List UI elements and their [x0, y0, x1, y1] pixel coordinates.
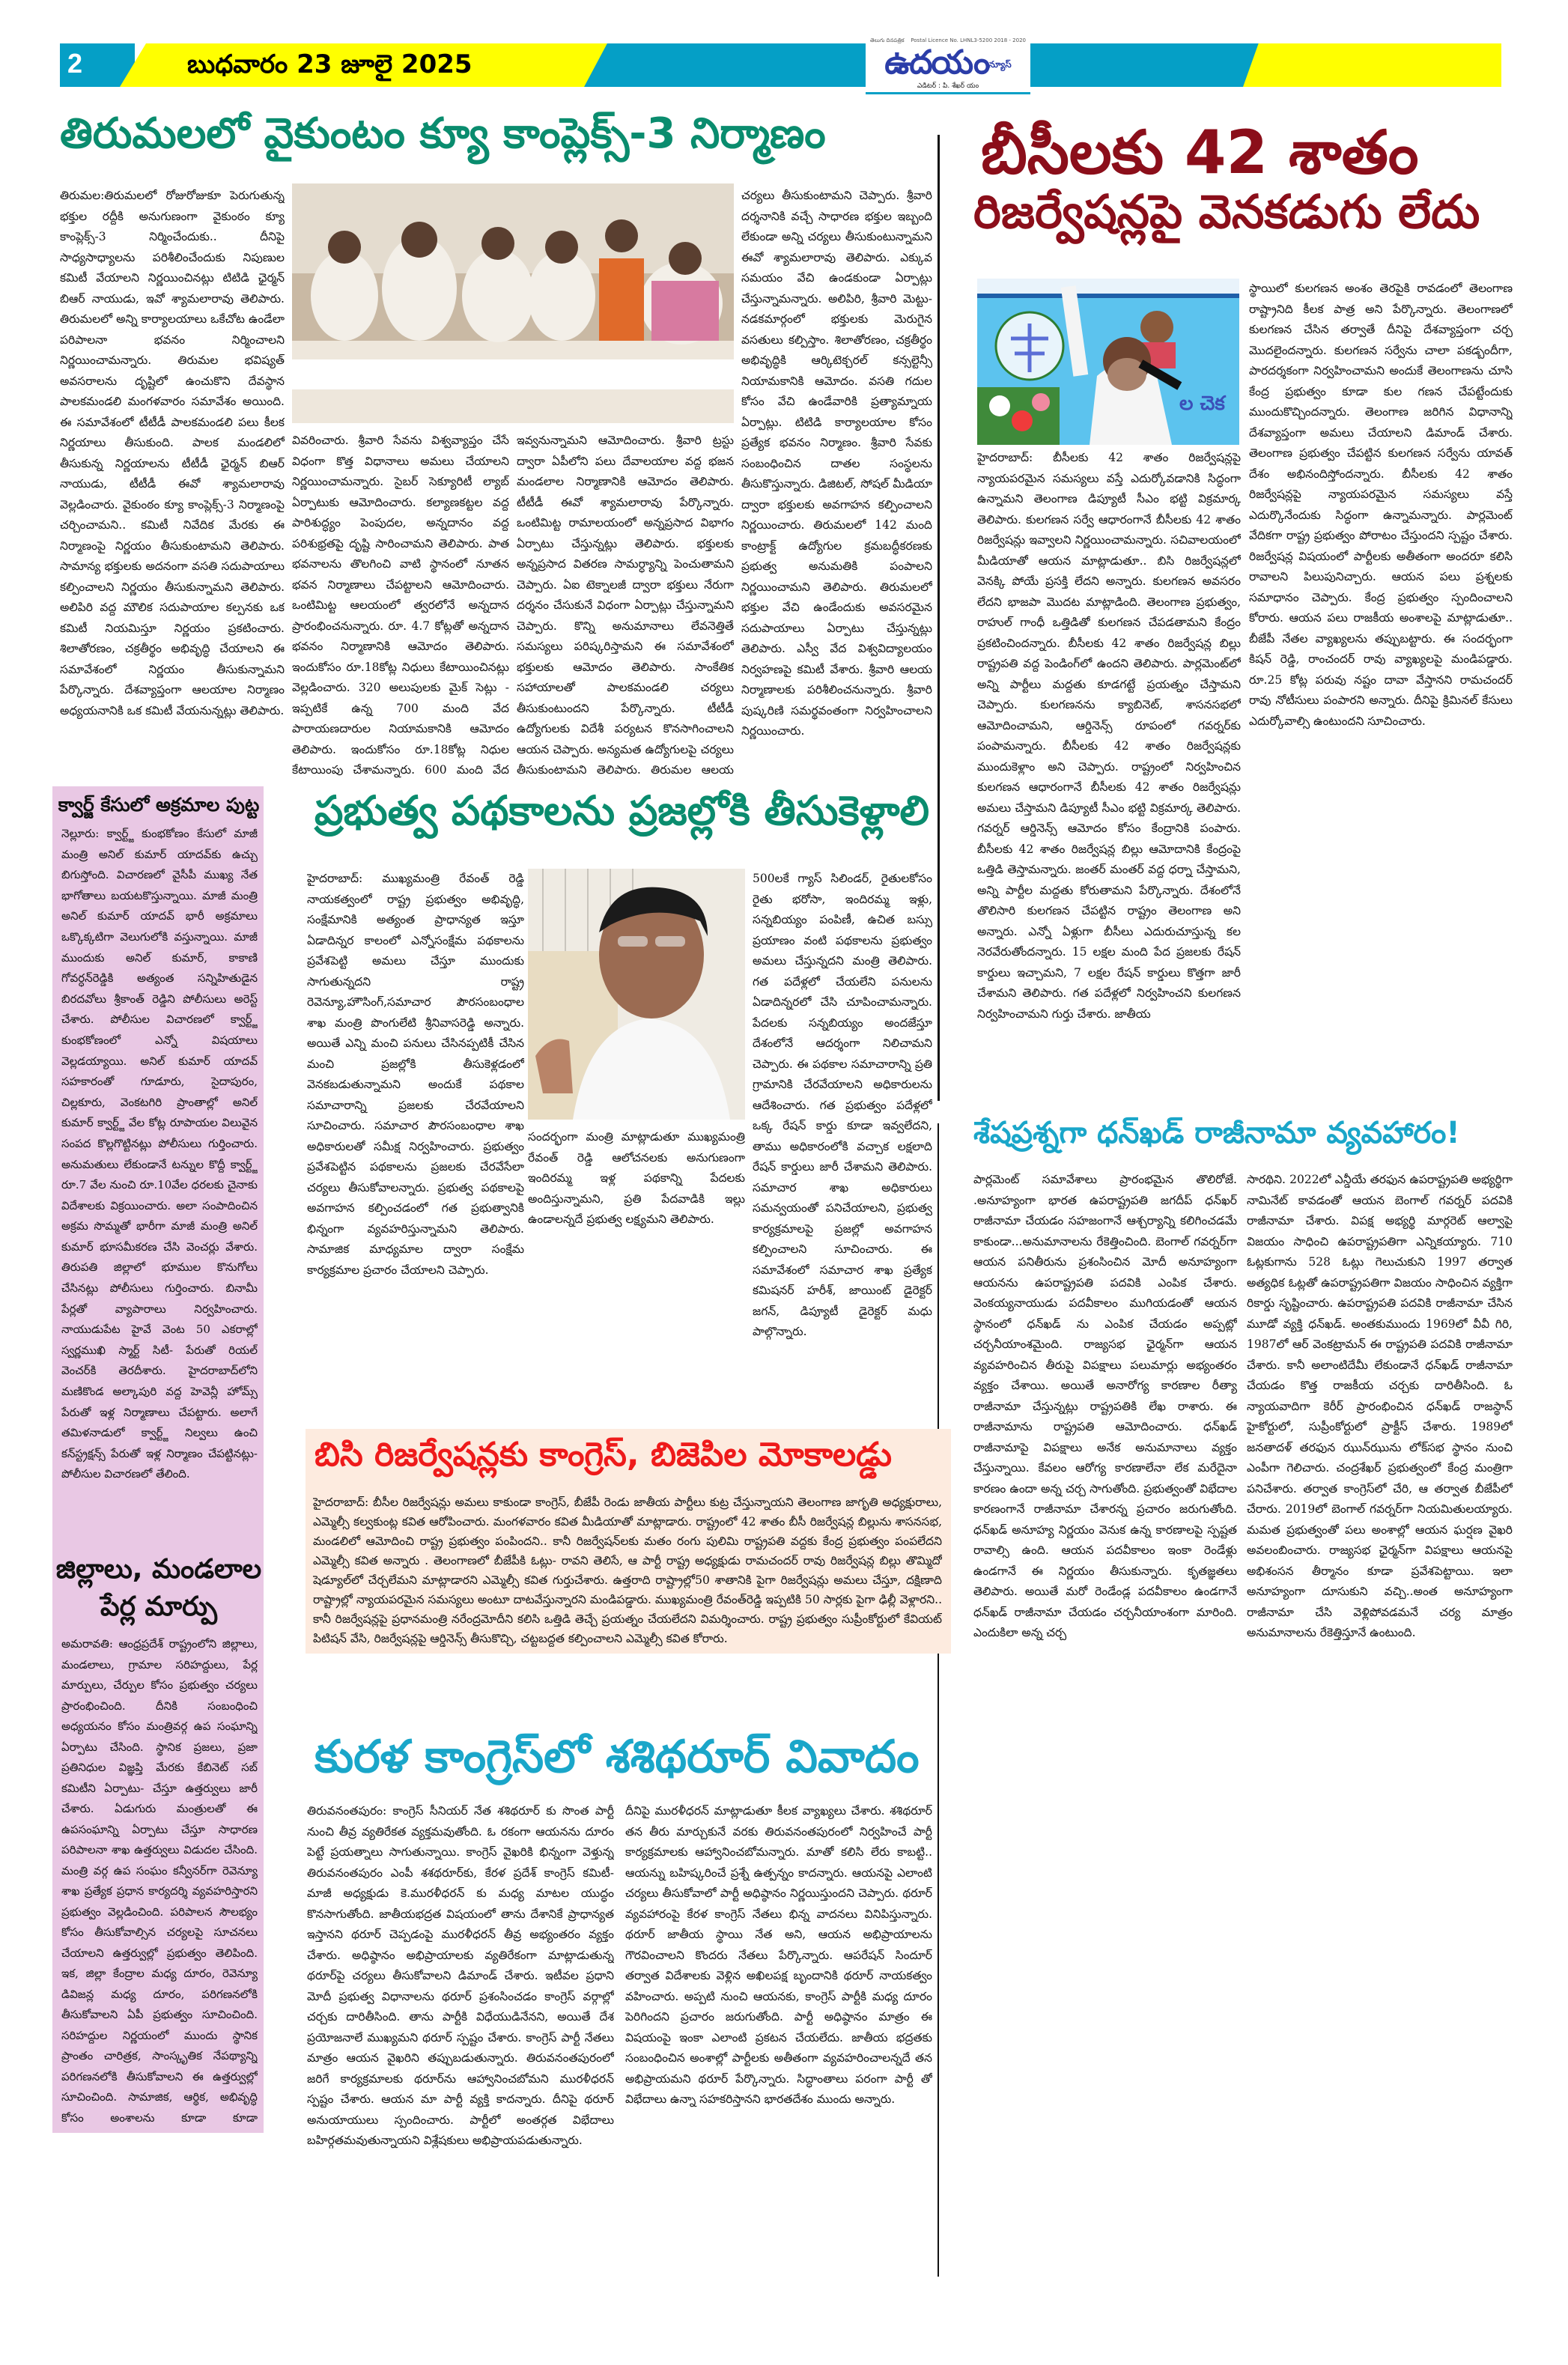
bc42-col-2	[1249, 279, 1513, 1069]
newspaper-logo	[866, 36, 1030, 94]
quartz-headline: క్వార్జ్ కేసులో అక్రమాల పుట్ట	[58, 794, 260, 816]
dhankhar-col-2	[1247, 1170, 1513, 2259]
article-text: తిరుమల:తిరుమలలో రోజురోజుకూ పెరుగుతున్న భక్తుల రద్దీకి అనుగుణంగా వైకుంఠం క్యూ కాంప్లెక్స్-3 నిర్మించేందుకు.. దీనిపై సాధ్యసాధ్యాలను పరిశీలించేందుకు నిపుణుల కమిటీ వేయాలని నిర్ణయించినట్లు టిటిడి ఛైర్మన్ బిఆర్ నాయుడు, ఇవో శ్యామలారావు తెలిపారు. తిరుమలలో అన్ని కార్యాలయాలు ఒకేచోట ఉండేలా పరిపాలనా భవనం నిర్మించాలని నిర్ణయించామన్నారు. తిరుమల భవిష్యత్ అవసరాలను దృష్టిలో ఉంచుకొని దేవస్థాన పాలకమండలి మంగళవారం సమావేశం అయింది. ఈ సమావేశంలో టీటీడీ పాలకమండలి పలు కీలక నిర్ణయాలు తీసుకుంది. పాలక మండలిలో తీసుకున్న నిర్ణయాలను టీటీడీ ఛైర్మన్ బిఆర్ నాయుడు, టీటీడీ ఈవో శ్యామలారావు వెల్లడించారు. వైకుంఠం క్యూ కాంప్లెక్స్-3 నిర్మాణంపై చర్చించామని.. కమిటీ నివేదిక మేరకు ఈ నిర్మాణంపై నిర్ణయం తీసుకుంటామని తెలిపారు. సామాన్య భక్తులకు అదనంగా వసతి సదుపాయాలు కల్పించాలని నిర్ణయం తీసుకున్నామని తెలిపారు. అలిపిరి వద్ద మౌలిక సదుపాయాల కల్పనకు ఒక కమిటీ నియమిస్తూ నిర్ణయం ప్రకటించారు. శిలాతోరణం, చక్రతీర్థం అభివృద్ధి చేయాలని ఈ సమావేశంలో నిర్ణయం తీసుకున్నామని పేర్కొన్నారు. దేశవ్యాప్తంగా ఆలయాల నిర్మాణం అధ్యయనానికి ఒక కమిటీ వేయనున్నట్లు తెలిపారు.	[60, 189, 285, 717]
minister-photo-image	[528, 869, 745, 1120]
article-text: సారథిని. 2022లో ఎన్డీయే తరఫున ఉపరాష్ట్రపతి అభ్యర్థిగా నామినేట్ కావడంతో ఆయన బెంగాల్ గవర్నర్ పదవికి రాజీనామా చేశారు. విపక్ష అభ్యర్థి మార్గరెట్ ఆల్వాపై విజయం సాధించి ఉపరాష్ట్రపతిగా ఎన్నికయ్యారు. 710 ఓట్లకుగాను 528 ఓట్లు గెలుచుకుని 1997 తర్వాత అత్యధిక ఓట్లతో ఉపరాష్ట్రపతిగా విజయం సాధించిన వ్యక్తిగా రికార్డు సృష్టించారు. ఉపరాష్ట్రపతి పదవికి రాజీనామా చేసిన మూడో వ్యక్తి ధన్‌ఖడ్. అంతకుముందు 1969లో వీవీ గిరి, 1987లో ఆర్ వెంకట్రామన్ ఈ రాష్ట్రపతి పదవికి రాజీనామా చేశారు. కానీ అలాంటిదేమీ లేకుండానే ధన్‌ఖడ్ రాజీనామా చేయడం కొత్త రాజకీయ చర్చకు దారితీసింది. ఓ న్యాయవాదిగా కెరీర్ ప్రారంభించిన ధన్‌ఖడ్ రాజస్థాన్ హైకోర్టులో, సుప్రీంకోర్టులో ప్రాక్టీస్ చేశారు. 1989లో జనతాదళ్ తరఫున ఝున్‌ఝును లోక్‌సభ స్థానం నుంచి ఎంపీగా గెలిచారు. చంద్రశేఖర్ ప్రభుత్వంలో కేంద్ర మంత్రిగా పనిచేశారు. తర్వాత కాంగ్రెస్‌లో చేరి, ఆ తర్వాత బీజేపీలో చేరారు. 2019లో బెంగాల్ గవర్నర్‌గా నియమితులయ్యారు. మమత ప్రభుత్వంతో పలు అంశాల్లో ఆయన ఘర్షణ వైఖరి అవలంబించారు. రాజ్యసభ ఛైర్మన్‌గా విపక్షాలు ఆయనపై అభిశంసన తీర్మానం కూడా ప్రవేశపెట్టాయి. ఇలా అనూహ్యంగా దూసుకుని వచ్చి..అంత అనూహ్యంగా రాజీనామా చేసి వెళ్లిపోవడమనే చర్య మాత్రం అనుమానాలను రేకెత్తిస్తూనే ఉంటుంది.	[1247, 1173, 1513, 1639]
tharoor-headline: కురళ కాంగ్రెస్‌లో శశిథరూర్ వివాదం	[314, 1731, 920, 1783]
masthead-band	[60, 43, 1501, 87]
article-text: తిరువనంతపురం: కాంగ్రెస్ సీనియర్ నేత శశిథరూర్ కు సొంత పార్టీ నుంచి తీవ్ర వ్యతిరేకత వ్యక్తమవుతోంది. ఓ రకంగా ఆయనను దూరం పెట్టే ప్రయత్నాలు సాగుతున్నాయి. కాంగ్రెస్ వైఖరికి భిన్నంగా వెళ్తున్న తిరువనంతపురం ఎంపీ శశథరూర్‌కు, కేరళ ప్రదేశ్ కాంగ్రెస్ కమిటీ- మాజీ అధ్యక్షుడు కె.మురళీధరన్ కు మధ్య మాటల యుద్ధం కొనసాగుతోంది. జాతీయభద్రత విషయంలో తాను దేశానికే ప్రాధాన్యత ఇస్తానని థరూర్ చెప్పడంపై మురళీధరన్ తీవ్ర అభ్యంతరం వ్యక్తం చేశారు. అధిష్ఠానం అభిప్రాయాలకు వ్యతిరేకంగా మాట్లాడుతున్న థరూర్‌పై చర్యలు తీసుకోవాలని డిమాండ్ చేశారు. ఇటీవల ప్రధాని మోదీ ప్రభుత్వ విధానాలను థరూర్ ప్రశంసించడం కాంగ్రెస్ వర్గాల్లో చర్చకు దారితీసింది. తాను పార్టీకి విధేయుడినేనని, అయితే దేశ ప్రయోజనాలే ముఖ్యమని థరూర్ స్పష్టం చేశారు. కాంగ్రెస్ పార్టీ నేతలు మాత్రం ఆయన వైఖరిని తప్పుబడుతున్నారు. తిరువనంతపురంలో జరిగే కార్యక్రమాలకు థరూర్‌ను ఆహ్వానించబోమని మురళీధరన్ స్పష్టం చేశారు. ఆయన మా పార్టీ వ్యక్తి కాదన్నారు. దీనిపై థరూర్ అనుయాయులు స్పందించారు. పార్టీలో అంతర్గత విభేదాలు బహిర్గతమవుతున్నాయని విశ్లేషకులు అభిప్రాయపడుతున్నారు.	[307, 1804, 614, 2147]
districts-headline-line2: పేర్ల మార్పు	[100, 1591, 217, 1622]
logo-tagline: తెలుగు దినపత్రిక	[870, 37, 905, 43]
schemes-headline: ప్రభుత్వ పథకాలను ప్రజల్లోకి తీసుకెళ్లాలి	[314, 787, 930, 834]
bc42-headline-line1: బీసీలకు 42 శాతం	[981, 118, 1419, 187]
tirumala-col-3	[517, 431, 734, 779]
districts-headline-line1: జిల్లాలు, మండలాల	[55, 1554, 262, 1585]
logo-title: ఉదయం	[884, 43, 989, 82]
bc42-col-1	[977, 448, 1241, 1069]
article-text: హైదరాబాద్: ముఖ్యమంత్రి రేవంత్ రెడ్డి నాయకత్వంలో రాష్ట్ర ప్రభుత్వం అభివృద్ధి, సంక్షేమానికి అత్యంత ప్రాధాన్యత ఇస్తూ ఏడాదిన్నర కాలంలో ఎన్నోసంక్షేమ పథకాలను ప్రవేశపెట్టి అమలు చేస్తూ ముందుకు సాగుతున్నదని రాష్ట్ర రెవెన్యూ,హౌసింగ్,సమాచార పౌరసంబంధాల శాఖ మంత్రి పొంగులేటి శ్రీనివాసరెడ్డి అన్నారు. అయితే ఎన్ని మంచి పనులు చేసినప్పటికీ చేసిన మంచి ప్రజల్లోకి తీసుకెళ్లడంలో వెనకబడుతున్నామని అందుకే పథకాల సమాచారాన్ని ప్రజలకు చేరవేయాలని సూచించారు. సమాచార పౌరసంబంధాల శాఖ అధికారులతో సమీక్ష నిర్వహించారు. ప్రభుత్వం ప్రవేశపెట్టిన పథకాలను ప్రజలకు చేరవేసేలా చర్యలు తీసుకోవాలన్నారు. ప్రభుత్వ పథకాలపై అవగాహన కల్పించడంలో గత ప్రభుత్వానికి భిన్నంగా వ్యవహరిస్తున్నామని తెలిపారు. సామాజిక మాధ్యమాల ద్వారా సంక్షేమ కార్యక్రమాల ప్రచారం చేయాలని చెప్పారు.	[307, 872, 524, 1277]
districts-body	[61, 1634, 258, 2125]
article-text: దీనిపై మురళీధరన్ మాట్లాడుతూ కీలక వ్యాఖ్యలు చేశారు. శశిథరూర్ తన తీరు మార్చుకునే వరకు తిరువనంతపురంలో నిర్వహించే పార్టీ కార్యక్రమాలకు ఆహ్వానించబోమన్నారు. మాతో కలిసి లేరు కాబట్టి.. ఆయన్ను బహిష్కరించే ప్రశ్నే ఉత్పన్నం కాదన్నారు. ఆయనపై ఎలాంటి చర్యలు తీసుకోవాలో పార్టీ అధిష్ఠానం నిర్ణయిస్తుందని చెప్పారు. థరూర్ వ్యవహారంపై కేరళ కాంగ్రెస్ నేతలు భిన్న వాదనలు వినిపిస్తున్నారు. థరూర్ జాతీయ స్థాయి నేత అని, ఆయన అభిప్రాయాలను గౌరవించాలని కొందరు నేతలు పేర్కొన్నారు. ఆపరేషన్ సిందూర్ తర్వాత విదేశాలకు వెళ్లిన అఖిలపక్ష బృందానికి థరూర్ నాయకత్వం వహించారు. అప్పటి నుంచి ఆయనకు, కాంగ్రెస్ పార్టీకి మధ్య దూరం పెరిగిందని ప్రచారం జరుగుతోంది. పార్టీ అధిష్ఠానం మాత్రం ఈ విషయంపై ఇంకా ఎలాంటి ప్రకటన చేయలేదు. జాతీయ భద్రతకు సంబంధించిన అంశాల్లో పార్టీలకు అతీతంగా వ్యవహరించాలన్నదే తన అభిప్రాయమని థరూర్ పేర్కొన్నారు. సిద్ధాంతాలు పరంగా పార్టీ తో విభేదాలు ఉన్నా సహకరిస్తానని భారతదేశం ముందు అన్నారు.	[625, 1804, 932, 2106]
article-text: ఇవ్వనున్నామని ఆమోదించారు. శ్రీవారి ట్రస్టు ద్వారా ఏపీలోని పలు దేవాలయాల వద్ద భజన మండలాల నిర్మాణానికి ఆమోదం తెలిపారు. టీటీడీ ఈవో శ్యామలారావు పేర్కొన్నారు. ఒంటిమిట్ట రామాలయంలో అన్నప్రసాద విభాగం ఏర్పాటు చేస్తున్నట్లు తెలిపారు. భక్తులకు అన్నప్రసాద వితరణ సామర్ధ్యాన్ని పెంచుతామని చెప్పారు. ఏఐ టెక్నాలజీ ద్వారా భక్తులు నేరుగా దర్శనం చేసుకునే విధంగా ఏర్పాట్లు చేస్తున్నామని చెప్పారు. కొన్ని అనుమానాలు లేవనెత్తితే సమస్యలు పరిష్కరిస్తామని ఈ సమావేశంలో భక్తులకు ఆమోదం తెలిపారు. సాంకేతిక సహాయాలతో పాలకమండలి చర్యలు తీసుకుంటుందని పేర్కొన్నారు. టీటీడీ ఉద్యోగులకు విదేశీ పర్యటన కొనసాగించాలని ఆయన చెప్పారు. అన్యమత ఉద్యోగులపై చర్యలు తీసుకుంటామని తెలిపారు. తిరుమల ఆలయ	[517, 434, 734, 777]
issue-date: బుధవారం 23 జూలై 2025	[187, 49, 472, 79]
page-number: 2	[67, 48, 83, 79]
bc42-photo	[977, 279, 1239, 445]
article-text: హైదరాబాద్: బీసీల రిజర్వేషన్లు అమలు కాకుండా కాంగ్రెస్, బీజేపీ రెండు జాతీయ పార్టీలు కుట్ర చేస్తున్నాయని తెలంగాణ జాగృతి అధ్యక్షురాలు, ఎమ్మెల్సీ కల్వకుంట్ల కవిత ఆరోపించారు. మంగళవారం కవిత మీడియాతో మాట్లాడారు. రాష్ట్రంలో 42 శాతం బీసీ రిజర్వేషన్ల బిల్లును శాసనసభ, మండలిలో ఆమోదించి రాష్ట్ర ప్రభుత్వం పంపిందని.. కానీ రిజర్వేషన్‌లకు మతం రంగు పులిమి రాష్ట్రపతి వద్దకు కేంద్ర ప్రభుత్వం పంపలేదని ఎమ్మెల్సీ కవిత అన్నారు . తెలంగాణలో బీజేపీకి ఓట్లు- రావని తెలిసే, ఆ పార్టీ రాష్ట్ర అధ్యక్షుడు రామచందర్ రావు రిజర్వేషన్ల బిల్లు తొమ్మిదో షెడ్యూల్‌లో చేర్చలేమని మాట్లాడారని ఎమ్మెల్సీ కవిత గుర్తుచేశారు. ఉత్తరాది రాష్ట్రాల్లో50 శాతానికి పైగా రిజర్వేషన్లు అమలు చేస్తూ, దక్షిణాది రాష్ట్రాల్లో న్యాయపరమైన సమస్యలు అంటూ దాటవేస్తున్నారని మండిపడ్డారు. ముఖ్యమంత్రి రేవంత్‌రెడ్డి ఇప్పటికి 50 సార్లకు పైగా ఢిల్లీ వెళ్లారని.. కానీ రిజర్వేషన్లపై ప్రధానమంత్రి నరేంద్రమోదీని కలిసి ఒత్తిడి తెచ్చే ప్రయత్నం చేయలేదని విమర్శించారు. రాష్ట్ర ప్రభుత్వం సుప్రీంకోర్టులో కేవియట్ పిటిషన్ వేసి, రిజర్వేషన్లపై ఆర్డినెన్స్ తీసుకొచ్చి, చట్టబద్దత కల్పించాలని ఎమ్మెల్సీ కవిత కోరారు.	[313, 1496, 942, 1645]
band-yellow-right	[1243, 43, 1501, 87]
tirumala-headline: తిరుమలలో వైకుంటం క్యూ కాంప్లెక్స్-3 నిర్మాణం	[60, 109, 826, 158]
tharoor-col-1	[307, 1801, 614, 2259]
schemes-photo	[528, 869, 745, 1120]
schemes-col-2	[753, 869, 932, 1423]
dhankhar-col-1	[973, 1170, 1237, 2259]
tirumala-col-4	[741, 186, 932, 779]
article-text: హైదరాబాద్: బీసీలకు 42 శాతం రిజర్వేషన్లపై న్యాయపరమైన సమస్యలు వస్తే ఎదుర్కోవడానికి సిద్ధంగా ఉన్నామని తెలంగాణ డిప్యూటీ సీఎం భట్టి విక్రమార్క తెలిపారు. కులగణన సర్వే ఆధారంగానే బీసీలకు 42 శాతం రిజర్వేషన్లు ఇవ్వాలని నిర్ణయించామన్నారు. సచివాలయంలో మీడియాతో ఆయన మాట్లాడుతూ.. బిసి రిజర్వేషన్లలో వెనక్కి పోయే ప్రసక్తి లేదని అన్నారు. కులగణన అవసరం లేదని భాజపా మొదట మాట్లాడింది. తెలంగాణ ప్రభుత్వం, రాహుల్ గాంధీ ఒత్తిడితో కులగణన చేపడతామని కేంద్రం ప్రకటించిందన్నారు. బీసీలకు 42 శాతం రిజర్వేషన్ల బిల్లు రాష్ట్రపతి వద్ద పెండింగ్‌లో ఉందని తెలిపారు. పార్లమెంట్‌లో అన్ని పార్టీలు మద్దతు కూడగట్టే ప్రయత్నం చేస్తామని చెప్పారు. కులగణనను క్యాబినెట్, శాసనసభలో ఆమోదించామని, ఆర్డినెన్స్ రూపంలో గవర్నర్‌కు పంపామన్నారు. బీసీలకు 42 శాతం రిజర్వేషన్లకు ముందుకెళ్లాం అని చెప్పారు. రాష్ట్రంలో నిర్వహించిన కులగణన ఆధారంగానే బీసీలకు 42 శాతం రిజర్వేషన్లు అమలు చేస్తామని డిప్యూటీ సీఎం భట్టి విక్రమార్క తెలిపారు. గవర్నర్ ఆర్డినెన్స్ ఆమోదం కోసం కేంద్రానికి పంపారు. బీసీలకు 42 శాతం రిజర్వేషన్ల బిల్లు ఆమోదానికి కేంద్రంపై ఒత్తిడి తెస్తామన్నారు. జంతర్ మంతర్ వద్ద ధర్నా చేస్తామని, అన్ని పార్టీల మద్దతు కోరుతామని పేర్కొన్నారు. దేశంలోనే తొలిసారి కులగణన చేపట్టిన రాష్ట్రం తెలంగాణ అని అన్నారు. ఎన్నో ఏళ్లుగా బీసీలు ఎదురుచూస్తున్న కల నెరవేరుతోందన్నారు. 15 లక్షల మంది పేద ప్రజలకు రేషన్ కార్డులు ఇచ్చామని, 7 లక్షల రేషన్ కార్డులు కొత్తగా జారీ చేశామని తెలిపారు. గత పదేళ్లలో నిర్వహించని కులగణన నిర్వహించామని గుర్తు చేశారు. జాతీయ	[977, 451, 1241, 1021]
tirumala-col-2	[292, 431, 509, 779]
quartz-body	[61, 824, 258, 1535]
svg-text:ల చెక: ల చెక	[1179, 392, 1225, 415]
kavitha-headline: బిసి రిజర్వేషన్లకు కాంగ్రెస్, బిజెపిల మోకాలడ్డు	[314, 1436, 892, 1474]
schemes-photo-caption	[528, 1127, 745, 1427]
logo-suffix: న్యూస్	[988, 59, 1012, 70]
article-text: సందర్భంగా మంత్రి మాట్లాడుతూ ముఖ్యమంత్రి రేవంత్ రెడ్డి ఆలోచనలకు అనుగుణంగా ఇందిరమ్మ ఇళ్ల పథకాన్ని పేదలకు అందిస్తున్నామని, ప్రతి పేదవాడికి ఇల్లు ఉండాలన్నదే ప్రభుత్వ లక్ష్యమని తెలిపారు.	[528, 1130, 745, 1226]
tirumala-photo	[292, 183, 734, 423]
logo-editor: ఎడిటర్ : పి. శేఖర్ యం	[917, 82, 979, 90]
tharoor-col-2	[625, 1801, 932, 2259]
schemes-col-1	[307, 869, 524, 1423]
deputy-cm-speech-photo-image	[977, 279, 1239, 445]
bc42-headline-line2: రిజర్వేషన్లపై వెనకడుగు లేదు	[973, 184, 1480, 239]
article-text: స్థాయిలో కులగణన అంశం తెరపైకి రావడంలో తెలంగాణ రాష్ట్రానిది కీలక పాత్ర అని పేర్కొన్నారు. తెలంగాణలో కులగణన చేసిన తర్వాతే దీనిపై దేశవ్యాప్తంగా చర్చ మొదలైందన్నారు. కులగణన సర్వేను చాలా పకడ్బందీగా, పారదర్శకంగా నిర్వహించామని అందుకే తెలంగాణను చూసి కేంద్ర ప్రభుత్వం కూడా కుల గణన చేపట్టేందుకు ముందుకొచ్చిందన్నారు. తెలంగాణ జరిగిన విధానాన్ని దేశవ్యాప్తంగా అమలు చేయాలని డిమాండ్ చేశారు. తెలంగాణ ప్రభుత్వం చేపట్టిన కులగణన సర్వేను యావత్ దేశం అభినందిస్తోందన్నారు. బీసీలకు 42 శాతం రిజర్వేషన్లపై న్యాయపరమైన సమస్యలు వస్తే ఎదుర్కొనేందుకు సిద్ధంగా ఉన్నామన్నారు. పార్లమెంట్ వేదికగా రాష్ట్ర ప్రభుత్వం పోరాటం చేస్తుందని స్పష్టం చేశారు. రిజర్వేషన్ల విషయంలో పార్టీలకు అతీతంగా అందరూ కలిసి రావాలని పిలుపునిచ్చారు. ఆయన పలు ప్రశ్నలకు సమాధానం చెప్పారు. కేంద్ర ప్రభుత్వం స్పందించాలని కోరారు. ఆయన పలు రాజకీయ అంశాలపై మాట్లాడుతూ.. బీజేపీ నేతల వ్యాఖ్యలను తప్పుబట్టారు. ఈ సందర్భంగా కిషన్ రెడ్డి, రాంచందర్ రావు వ్యాఖ్యలపై మండిపడ్డారు. రూ.25 కోట్ల పరువు నష్టం దావా వేస్తానని రామచందర్ రావు నోటీసులు పంపారని అన్నారు. దీనిపై క్రిమినల్ కేసులు ఎదుర్కోవాల్సి ఉంటుందని సూచించారు.	[1249, 282, 1513, 728]
kavitha-body	[313, 1493, 942, 1650]
article-text: పార్లమెంట్ సమావేశాలు ప్రారంభమైన తొలిరోజే. .అనూహ్యంగా భారత ఉపరాష్ట్రపతి జగదీప్ ధన్‌ఖర్ రాజీనామా చేయడం సహజంగానే ఆశ్చర్యాన్ని కలిగించడమే కాకుండా...అనుమానాలను రేకెత్తించింది. బెంగాల్ గవర్నర్‌గా ఆయన పనితీరును ప్రశంసించిన మోదీ అనూహ్యంగా ఆయనను ఉపరాష్ట్రపతి పదవికి ఎంపిక చేశారు. వెంకయ్యనాయుడు పదవీకాలం ముగియడంతో ఆయన స్థానంలో ధన్‌ఖడ్ ను ఎంపిక చేయడం అప్పట్లో చర్చనీయాంశమైంది. రాజ్యసభ ఛైర్మన్‌గా ఆయన వ్యవహరించిన తీరుపై విపక్షాలు పలుమార్లు అభ్యంతరం వ్యక్తం చేశాయి. అయితే అనారోగ్య కారణాల రీత్యా రాజీనామా చేస్తున్నట్లు రాష్ట్రపతికి లేఖ రాశారు. ఈ రాజీనామాను రాష్ట్రపతి ఆమోదించారు. ధన్‌ఖడ్ రాజీనామాపై విపక్షాలు అనేక అనుమానాలు వ్యక్తం చేస్తున్నాయి. కేవలం ఆరోగ్య కారణాలేనా లేక మరేదైనా కారణం ఉందా అన్న చర్చ సాగుతోంది. ప్రభుత్వంతో విభేదాల కారణంగానే రాజీనామా చేశారన్న ప్రచారం జరుగుతోంది. ధన్‌ఖడ్ అనూహ్య నిర్ణయం వెనుక ఉన్న కారణాలపై స్పష్టత రావాల్సి ఉంది. ఆయన పదవీకాలం ఇంకా రెండేళ్లు ఉండగానే ఈ నిర్ణయం తీసుకున్నారు. కృతజ్ఞతలు తెలిపారు. అయితే మరో రెండేండ్ల పదవీకాలం ఉండగానే ధన్‌ఖడ్ రాజీనామా చేయడం చర్చనీయాంశంగా మారింది. ఎందుకిలా అన్న చర్చ	[973, 1173, 1237, 1639]
article-text: వివరించారు. శ్రీవారి సేవను విశ్వవ్యాప్తం చేసే విధంగా కొత్త విధానాలు అమలు చేయాలని నిర్ణయించామన్నారు. సైబర్ సెక్యూరిటీ ల్యాబ్ ఏర్పాటుకు ఆమోదించారు. కల్యాణకట్టల వద్ద పారిశుద్ధ్యం పెంపుదల, అన్నదానం వద్ద పరిశుభ్రతపై దృష్టి సారించామని తెలిపారు. పాత భవనాలను తొలగించి వాటి స్థానంలో నూతన భవన నిర్మాణాలు చేపట్టాలని ఆమోదించారు. ఒంటిమిట్ట ఆలయంలో త్వరలోనే అన్నదాన ప్రారంభించనున్నారు. రూ. 4.7 కోట్లతో అన్నదాన భవనం నిర్మాణానికి ఆమోదం తెలిపారు. ఇందుకోసం రూ.18కోట్ల నిధులు కేటాయించినట్లు వెల్లడించారు. 320 అలుపులకు మైక్ సెట్లు - ఇప్పటికే ఉన్న 700 మంది వేద పారాయణదారుల నియామకానికి ఆమోదం తెలిపారు. ఇందుకోసం రూ.18కోట్ల నిధుల కేటాయింపు చేశామన్నారు. 600 మంది వేద	[292, 434, 509, 777]
postal-licence: Postal Licence No. LHNL3-5200 2018 - 2020	[911, 37, 1026, 43]
article-text: చర్యలు తీసుకుంటామని చెప్పారు. శ్రీవారి దర్శనానికి వచ్చే సాధారణ భక్తుల ఇబ్బంది లేకుండా అన్ని చర్యలు తీసుకుంటున్నామని ఈవో శ్యామలారావు తెలిపారు. ఎక్కువ సమయం వేచి ఉండకుండా ఏర్పాట్లు చేస్తున్నామన్నారు. అలిపిరి, శ్రీవారి మెట్టు-నడకమార్గంలో భక్తులకు మెరుగైన వసతులు కల్పిస్తాం. శిలాతోరణం, చక్రతీర్థం అభివృద్ధికి ఆర్కిటెక్చరల్ కన్సల్టెన్సీ నియామకానికి ఆమోదం. వసతి గదుల కోసం వేచి ఉండేవారికి ప్రత్యామ్నాయ ఏర్పాట్లు. టిటిడి కార్యాలయాల కోసం ప్రత్యేక భవనం నిర్మాణం. శ్రీవారి సేవకు సంబంధించిన దాతల సంస్థలను తీసుకొస్తున్నారు. డిజిటల్, సోషల్ మీడియా ద్వారా భక్తులకు అవగాహన కల్పించాలని నిర్ణయించారు. తిరుమలలో 142 మంది కాంట్రాక్ట్ ఉద్యోగుల క్రమబద్ధీకరణకు ప్రభుత్వ అనుమతికి పంపాలని నిర్ణయించామని తెలిపారు. తిరుమలలో భక్తుల వేచి ఉండేందుకు అవసరమైన సదుపాయాలు ఏర్పాటు చేస్తున్నట్లు తెలిపారు. ఎస్వీ వేద విశ్వవిద్యాలయం నిర్వహణపై కమిటీ వేశారు. శ్రీవారి ఆలయ నిర్మాణాలకు పరిశీలించనున్నారు. శ్రీవారి పుష్కరిణి సమర్థవంతంగా నిర్వహించాలని నిర్ణయించారు.	[741, 189, 932, 738]
ttd-meeting-photo-image	[292, 183, 734, 423]
tirumala-col-1	[60, 186, 285, 785]
article-text: నెల్లూరు: క్వార్ట్జ్ కుంభకోణం కేసులో మాజీ మంత్రి అనిల్ కుమార్ యాదవ్‌కు ఉచ్చు బిగుస్తోంది. విచారణలో వైసీపీ ముఖ్య నేత భాగోతాలు బయటకొస్తున్నాయి. మాజీ మంత్రి అనిల్ కుమార్ యాదవ్ భారీ అక్రమాలు ఒక్కొక్కటిగా వెలుగులోకి వస్తున్నాయి. మాజీ ముందుకు అనిల్ కుమార్, కాకాణి గోవర్ధన్‌రెడ్డికి అత్యంత సన్నిహితుడైన బిరదవోలు శ్రీకాంత్ రెడ్డిని పోలీసులు అరెస్ట్ చేశారు. పోలీసుల విచారణలో క్వార్ట్జ్ కుంభకోణంలో ఎన్నో విషయాలు వెల్లడయ్యాయి. అనిల్ కుమార్ యాదవ్ సహకారంతో గూడూరు, సైదాపురం, చిల్లకూరు, వెంకటగిరి ప్రాంతాల్లో అనిల్ కుమార్ క్వార్ట్జ్ వేల కోట్ల రూపాయల విలువైన సంపద కొల్లగొట్టినట్లు పోలీసులు గుర్తించారు. అనుమతులు లేకుండానే టన్నుల కొద్దీ క్వార్ట్జ్ రూ.7 వేల నుంచి రూ.10వేల ధరలకు చైనాకు విదేశాలకు విక్రయించారు. అలా సంపాదించిన అక్రమ సొమ్మతో భారీగా మాజీ మంత్రి అనిల్ కుమార్ భూసమీకరణ చేసి వెంచర్లు వేశారు. తిరుపతి జిల్లాలో భూముల కొనుగోలు చేసినట్లు పోలీసులు గుర్తించారు. బినామీ పేర్లతో వ్యాపారాలు నిర్వహించారు. నాయుడుపేట హైవే వెంట 50 ఎకరాల్లో స్వర్ణముఖి స్మార్ట్ సిటీ- పేరుతో రియల్ వెంచర్‌కి తెరదీశారు. హైదరాబాద్‌లోని మణికొండ అల్కాపురి వద్ద హెవెన్లీ హోమ్స్ పేరుతో ఇళ్ల నిర్మాణాలు చేపట్టారు. అలాగే తమిళనాడులో క్వార్ట్జ్ నిల్వలు ఉంచి కన్‌స్ట్రక్షన్స్ పేరుతో ఇళ్ల నిర్మాణం చేపట్టినట్లు- పోలీసుల విచారణలో తేలింది.	[61, 827, 258, 1481]
article-text: 500లకే గ్యాస్ సిలిండర్, రైతులకోసం రైతు భరోసా, ఇందిరమ్మ ఇళ్లు, సన్నబియ్యం పంపిణీ, ఉచిత బస్సు ప్రయాణం వంటి పథకాలను ప్రభుత్వం అమలు చేస్తున్నదని మంత్రి తెలిపారు. గత పదేళ్లలో చేయలేని పనులను ఏడాదిన్నరలో చేసి చూపించామన్నారు. పేదలకు సన్నబియ్యం అందజేస్తూ దేశంలోనే ఆదర్శంగా నిలిచామని చెప్పారు. ఈ పథకాల సమాచారాన్ని ప్రతి గ్రామానికి చేరవేయాలని అధికారులను ఆదేశించారు. గత ప్రభుత్వం పదేళ్లలో ఒక్క రేషన్ కార్డు కూడా ఇవ్వలేదని, తాము అధికారంలోకి వచ్చాక లక్షలాది రేషన్ కార్డులు జారీ చేశామని తెలిపారు. సమాచార శాఖ అధికారులు సమన్వయంతో పనిచేయాలని, ప్రభుత్వ కార్యక్రమాలపై ప్రజల్లో అవగాహన కల్పించాలని సూచించారు. ఈ సమావేశంలో సమాచార శాఖ ప్రత్యేక కమిషనర్ హరీశ్, జాయింట్ డైరెక్టర్ జగన్, డిప్యూటీ డైరెక్టర్ మధు పాల్గొన్నారు.	[753, 872, 932, 1338]
column-divider	[938, 135, 940, 1101]
column-divider	[938, 1123, 939, 2277]
article-text: అమరావతి: ఆంధ్రప్రదేశ్ రాష్ట్రంలోని జిల్లాలు, మండలాలు, గ్రామాల సరిహద్దులు, పేర్ల మార్పులు, చేర్పుల కోసం ప్రభుత్వం చర్యలు ప్రారంభించింది. దీనికి సంబంధించి అధ్యయనం కోసం మంత్రివర్గ ఉప సంఘాన్ని ఏర్పాటు చేసింది. స్థానిక ప్రజలు, ప్రజా ప్రతినిధుల విజ్ఞప్తి మేరకు కేబినెట్ సబ్ కమిటీని ఏర్పాటు- చేస్తూ ఉత్తర్వులు జారీ చేశారు. ఏడుగురు మంత్రులతో ఈ ఉపసంఘాన్ని ఏర్పాటు చేస్తూ సాధారణ పరిపాలనా శాఖ ఉత్తర్వులు విడుదల చేసింది. మంత్రి వర్గ ఉప సంఘం కన్వీనర్‌గా రెవెన్యూ శాఖ ప్రత్యేక ప్రధాన కార్యదర్శి వ్యవహరిస్తారని ప్రభుత్వం వెల్లడించింది. పరిపాలన సౌలభ్యం కోసం తీసుకోవాల్సిన చర్యలపై సూచనలు చేయాలని ఉత్తర్వుల్లో ప్రభుత్వం తెలిపింది. ఇక, జిల్లా కేంద్రాల మధ్య దూరం, రెవెన్యూ డివిజన్ల మధ్య దూరం, పరిగణనలోకి తీసుకోవాలని ఏపీ ప్రభుత్వం సూచించింది. సరిహద్దుల నిర్ణయంలో ముందు స్థానిక ప్రాంతం చారిత్రక, సాంస్కృతిక నేపథ్యాన్ని పరిగణనలోకి తీసుకోవాలని ఈ ఉత్తర్వుల్లో సూచించింది. సామాజిక, ఆర్థిక, అభివృద్ధి కోసం అంశాలను కూడా కూడా	[61, 1637, 258, 2125]
dhankhar-headline: శేషప్రశ్నగా ధన్‌ఖడ్ రాజీనామా వ్యవహారం!	[973, 1116, 1460, 1150]
